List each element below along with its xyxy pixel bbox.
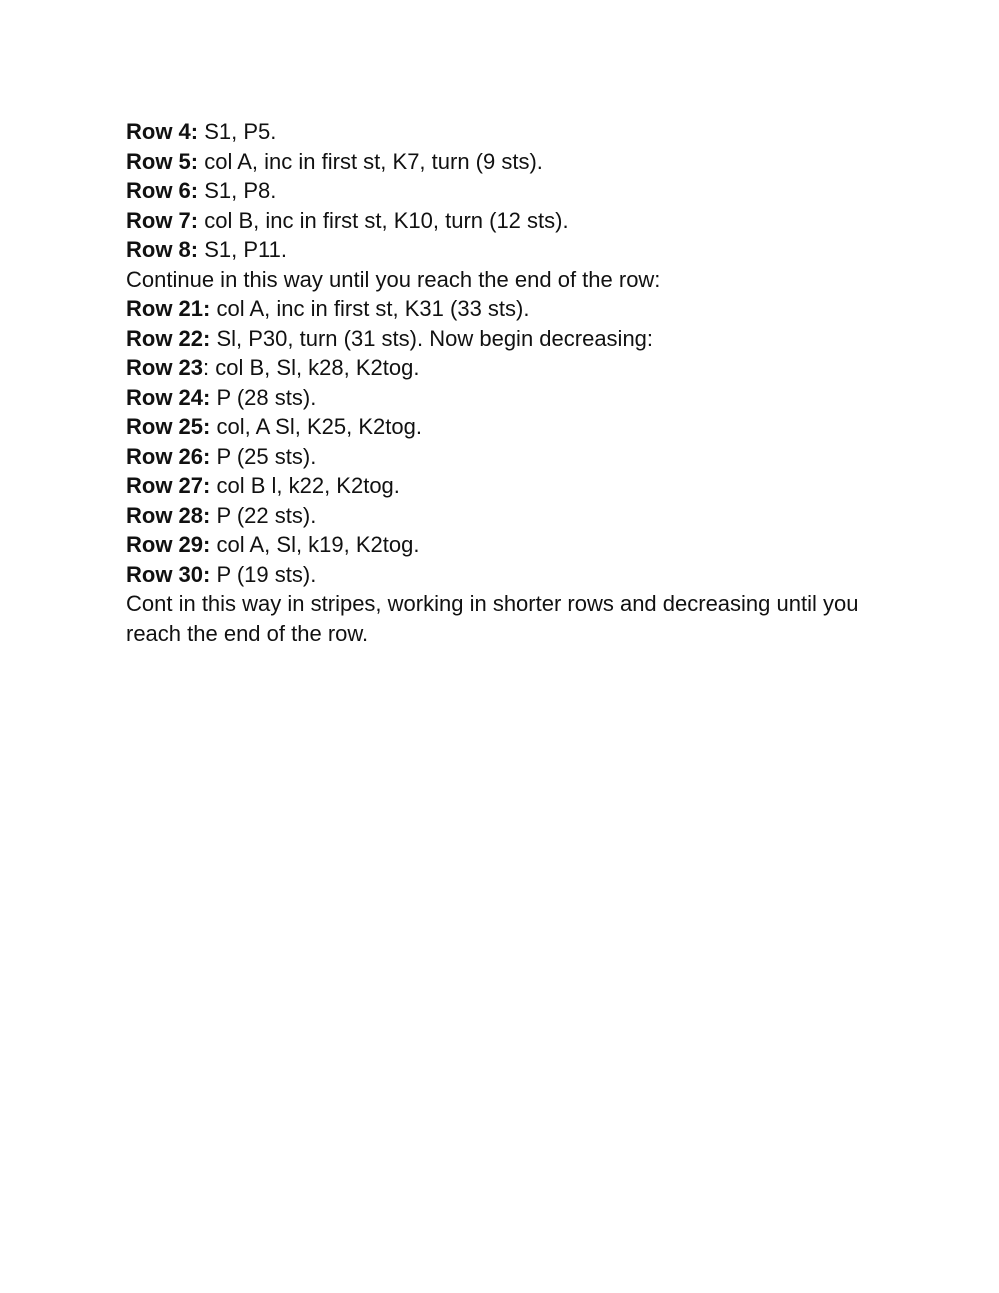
row-label: Row 8: [126,237,199,262]
row-text: P (25 sts). [210,443,317,469]
row-label: Row 29: [126,532,211,557]
row-5-line [126,147,886,177]
instruction-text: Continue in this way until you reach the end of the row: [126,266,661,292]
row-label: Row 4: [126,119,199,144]
row-text: col A, inc in first st, K31 (33 sts). [210,296,530,321]
row-29-line [126,530,886,560]
row-label: Row 26: [126,443,211,469]
row-25-line [126,412,886,442]
row-text: col B l, k22, K2tog. [210,473,400,498]
row-text: col A, inc in first st, K7, turn (9 sts). [198,148,543,174]
row-7-line [126,206,886,236]
row-text: : col B, Sl, k28, K2tog. [203,355,420,380]
row-text: Sl, P30, turn (31 sts). Now begin decreasing: [210,325,654,351]
row-text: P (19 sts). [210,561,317,587]
row-text: P (22 sts). [210,502,317,528]
row-23-line [126,353,886,383]
closing-instruction [126,589,886,648]
row-text: S1, P8. [198,178,277,203]
row-label: Row 7: [126,207,199,233]
row-text: col, A Sl, K25, K2tog. [210,414,422,439]
row-label: Row 30: [126,561,211,587]
row-26-line [126,442,886,472]
row-4-line [126,117,886,147]
row-label: Row 27: [126,473,211,498]
row-text: S1, P11. [198,237,287,262]
continue-instruction [126,265,886,295]
row-label: Row 28: [126,502,211,528]
row-text: col A, Sl, k19, K2tog. [210,532,420,557]
row-27-line [126,471,886,501]
instruction-text: Cont in this way in stripes, working in shorter rows and decreasing until you reach the end of the row. [126,591,859,646]
row-21-line [126,294,886,324]
row-text: P (28 sts). [210,384,317,410]
row-text: S1, P5. [198,119,277,144]
row-label: Row 5: [126,148,199,174]
pattern-instructions [126,117,886,648]
row-label: Row 22: [126,325,211,351]
row-6-line [126,176,886,206]
row-label: Row 24: [126,384,211,410]
row-24-line [126,383,886,413]
row-label: Row 21: [126,296,211,321]
row-8-line [126,235,886,265]
row-label: Row 25: [126,414,211,439]
row-30-line [126,560,886,590]
row-label: Row 23 [126,355,204,380]
row-label: Row 6: [126,178,199,203]
row-text: col B, inc in first st, K10, turn (12 sts). [198,207,569,233]
row-28-line [126,501,886,531]
row-22-line [126,324,886,354]
